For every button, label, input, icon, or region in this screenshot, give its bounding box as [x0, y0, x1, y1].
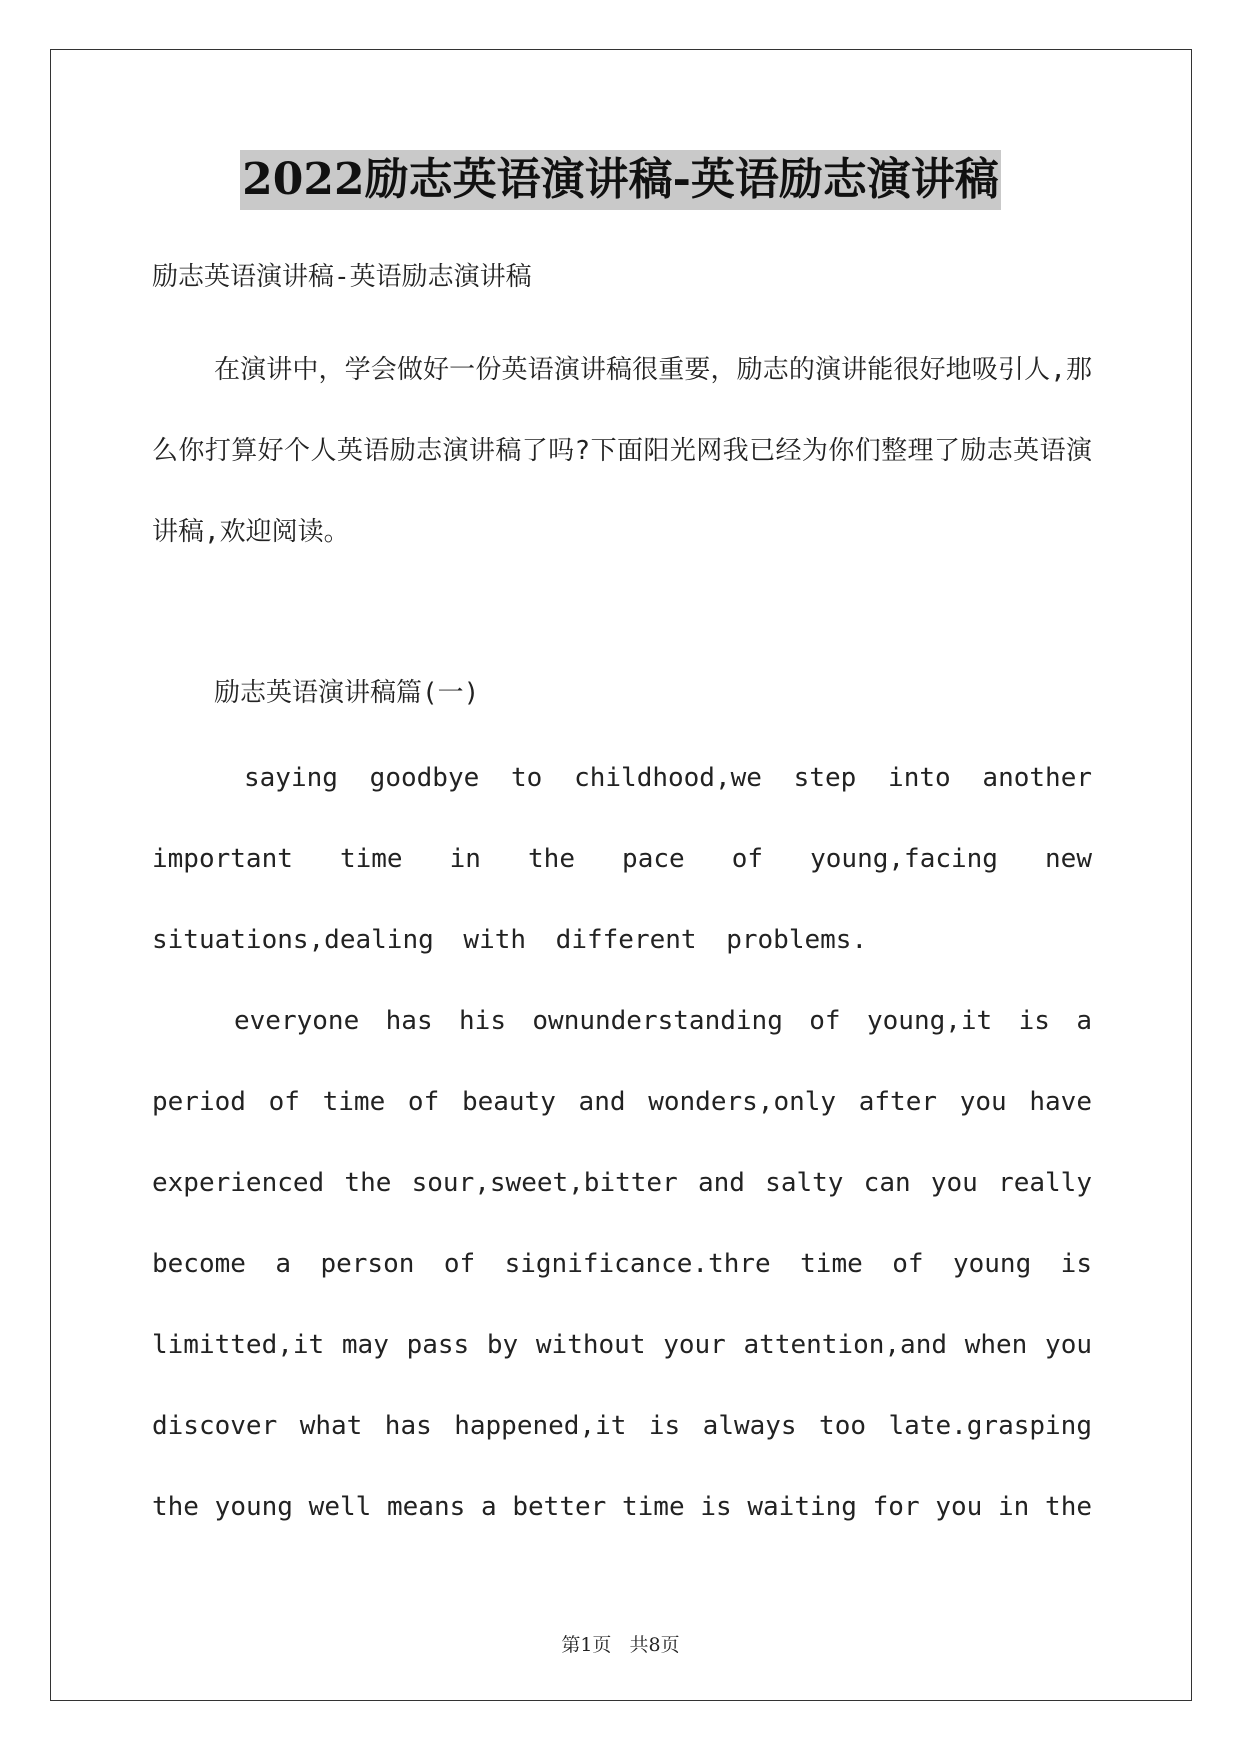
section-heading: 励志英语演讲稿篇(一)	[214, 678, 480, 708]
intro-paragraph: 在演讲中，学会做好一份英语演讲稿很重要，励志的演讲能很好地吸引人,那么你打算好个人英语励志演讲稿了吗?下面阳光网我已经为你们整理了励志英语演讲稿,欢迎阅读。	[152, 355, 1092, 547]
body-paragraph-2: everyone has his ownunderstanding of young,it is a period of time of beauty and wonders,only after you have experienced the sour,sweet,bitter and salty can you really become a person of significance.thre time of young is limitted,it may pass by without your attention,and when you discover what has happened,it is always too late.grasping the young well means a better time is waiting for you in the	[152, 1006, 1092, 1522]
document-subtitle: 励志英语演讲稿-英语励志演讲稿	[152, 262, 532, 292]
title-container	[0, 150, 1241, 210]
body-paragraph-1: saying goodbye to childhood,we step into another important time in the pace of young,facing new situations,dealing with different problems.	[152, 763, 1092, 955]
page-number-footer: 第1页 共8页	[561, 1634, 680, 1656]
document-title: 2022励志英语演讲稿-英语励志演讲稿	[240, 150, 1001, 210]
